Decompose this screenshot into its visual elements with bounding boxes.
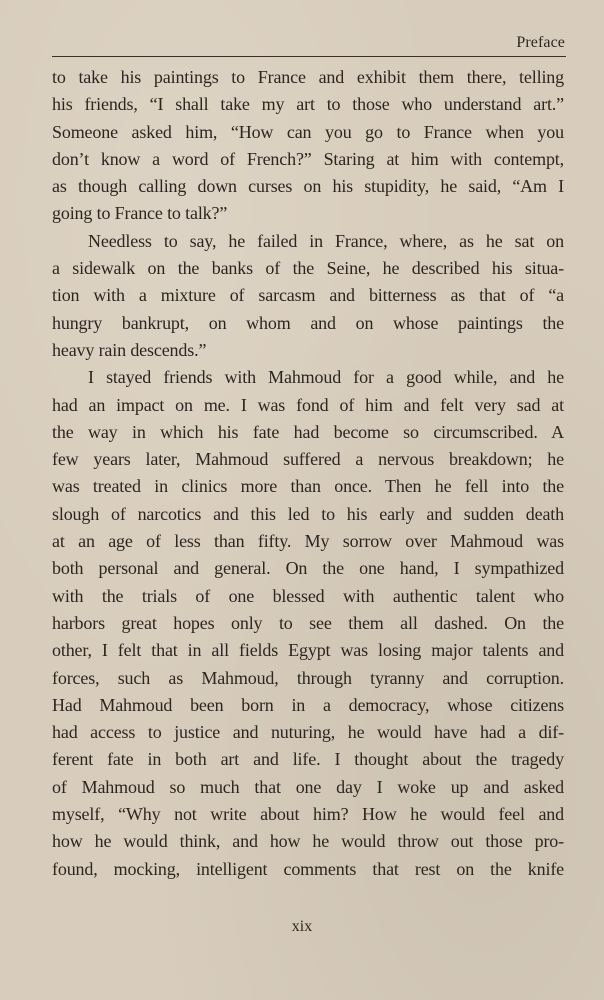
text-line: with the trials of one blessed with authentic talent who <box>52 585 564 606</box>
text-line: of Mahmoud so much that one day I woke up and asked <box>52 776 564 797</box>
text-line: going to France to talk?” <box>52 203 228 224</box>
text-line: Needless to say, he failed in France, where, as he sat on <box>88 230 564 251</box>
text-line: I stayed friends with Mahmoud for a good while, and he <box>88 367 564 388</box>
text-line: had an impact on me. I was fond of him and felt very sad at <box>52 394 564 415</box>
text-line: both personal and general. On the one hand, I sympathized <box>52 558 564 579</box>
text-line: hungry bankrupt, on whom and on whose paintings the <box>52 312 564 333</box>
body-text <box>52 64 564 883</box>
text-line: few years later, Mahmoud suffered a nervous breakdown; he <box>52 449 564 470</box>
text-line: was treated in clinics more than once. Then he fell into the <box>52 476 564 497</box>
text-line: Someone asked him, “How can you go to France when you <box>52 121 564 142</box>
page-number: xix <box>291 918 313 935</box>
header-rule <box>52 56 566 57</box>
text-line: at an age of less than fifty. My sorrow over Mahmoud was <box>52 531 564 552</box>
text-line: don’t know a word of French?” Staring at him with contempt, <box>52 148 564 169</box>
text-line: as though calling down curses on his stupidity, he said, “Am I <box>52 176 564 197</box>
text-line: harbors great hopes only to see them all dashed. On the <box>52 612 564 633</box>
text-line: forces, such as Mahmoud, through tyranny and corruption. <box>52 667 564 688</box>
text-line: tion with a mixture of sarcasm and bitterness as that of “a <box>52 285 564 306</box>
text-line: slough of narcotics and this led to his early and sudden death <box>52 503 564 524</box>
text-line: the way in which his fate had become so circumscribed. A <box>52 421 564 442</box>
text-line: a sidewalk on the banks of the Seine, he described his situa- <box>52 258 564 279</box>
running-head: Preface <box>516 34 565 51</box>
text-line: ferent fate in both art and life. I thought about the tragedy <box>52 749 564 770</box>
text-line: myself, “Why not write about him? How he would feel and <box>52 804 564 825</box>
text-line: his friends, “I shall take my art to those who understand art.” <box>52 94 564 115</box>
text-line: Had Mahmoud been born in a democracy, whose citizens <box>52 694 564 715</box>
text-line: had access to justice and nuturing, he would have had a dif- <box>52 722 564 743</box>
text-line: to take his paintings to France and exhibit them there, telling <box>52 67 564 87</box>
text-line: other, I felt that in all fields Egypt was losing major talents and <box>52 640 564 661</box>
text-line: found, mocking, intelligent comments that rest on the knife <box>52 858 564 879</box>
text-line: how he would think, and how he would throw out those pro- <box>52 831 564 852</box>
text-line: heavy rain descends.” <box>52 339 207 360</box>
